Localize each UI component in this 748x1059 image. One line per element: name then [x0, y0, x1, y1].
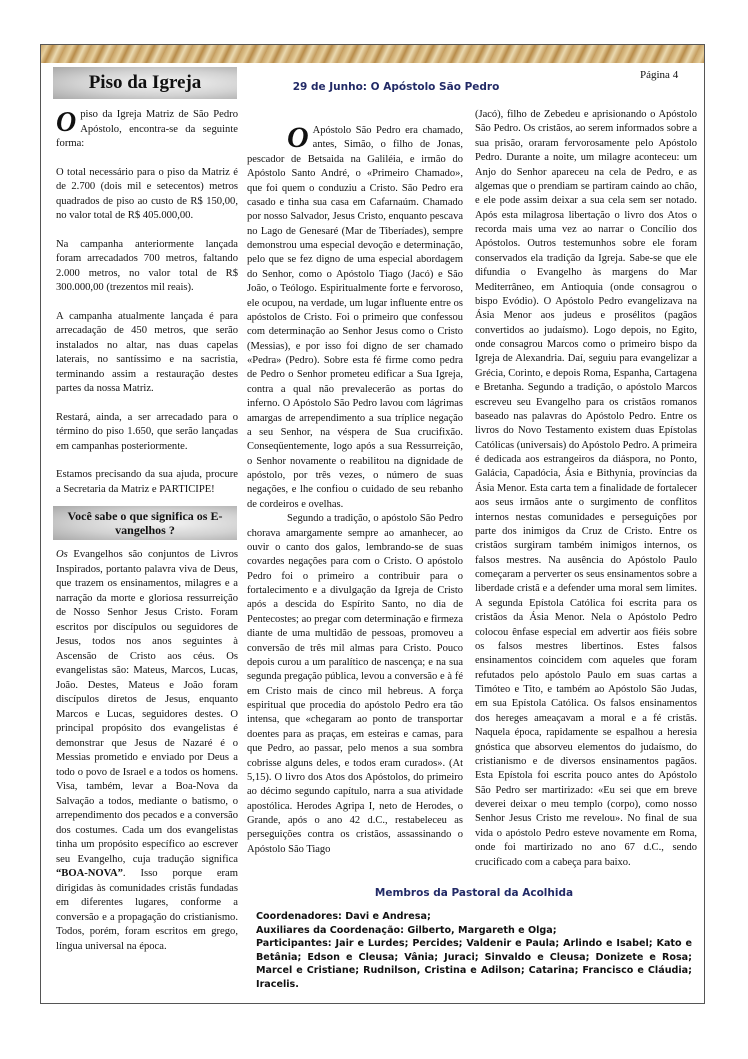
- pastoral-members: [256, 910, 692, 992]
- auxiliaries-value: Gilberto, Margareth e Olga;: [407, 924, 557, 936]
- auxiliaries-label: Auxiliares da Coordenação:: [256, 924, 404, 936]
- article-paragraph-1: [247, 121, 463, 512]
- pastoral-title: Membros da Pastoral da Acolhida: [374, 887, 574, 899]
- decorative-header-band: [41, 45, 704, 63]
- piso-paragraph-2: O total necessário para o piso da Matriz é de 2.700 (dois mil e setecentos) metros quadrados de piso ao custo de R$ 150,00, no valor total de R$ 405.000,00.: [56, 166, 238, 221]
- piso-paragraph-6: Estamos precisando da sua ajuda, procure a Secretaria da Matriz e PARTICIPE!: [56, 469, 238, 495]
- page-number: Página 4: [640, 69, 679, 81]
- piso-intro-text: piso da Igreja Matriz de São Pedro Apóstolo, encontra-se da seguinte forma:: [56, 109, 238, 149]
- participants-value: Jair e Lurdes; Percides; Valdenir e Paula; Arlindo e Isabel; Kato e Betânia; Edson e Cleusa; Vânia; Juraci; Sinvaldo e Cleusa; Donizete e Rosa; Marcel e Cristiane; Rudnilson, Cristina e Adilson; Catarina; Francisco e Cláudia; Iracelis.: [256, 938, 693, 991]
- piso-title-box: [53, 67, 237, 99]
- evangelho-paragraph: [56, 548, 238, 954]
- pastoral-participants: [256, 937, 692, 991]
- participants-label: Participantes:: [256, 938, 332, 950]
- evangelho-emphasis: “BOA-NOVA”: [56, 868, 123, 879]
- pastoral-auxiliaries: [256, 924, 692, 938]
- piso-paragraph-3: Na campanha anteriormente lançada foram arrecadados 700 metros, faltando 2.000 metros, no valor total de R$ 300.000,00 (trezentos mil reais).: [56, 238, 238, 293]
- piso-title: Piso da Igreja: [88, 72, 202, 93]
- piso-intro: [56, 108, 238, 152]
- piso-paragraph-4: A campanha atualmente lançada é para arrecadação de 450 metros, que serão instalados no altar, nas duas capelas laterais, no santíssimo e na sacristia, terminando assim a restauração destes partes da nossa Matriz.: [56, 310, 238, 394]
- evangelho-article: [56, 548, 238, 954]
- coordinators-label: Coordenadores:: [256, 911, 342, 922]
- piso-dropcap: O: [56, 107, 77, 138]
- piso-paragraph-5: Restará, ainda, a ser arrecadado para o término do piso 1.650, que serão lançadas em campanhas posteriormente.: [56, 411, 238, 452]
- pastoral-coordinators: [256, 910, 692, 924]
- article-title: 29 de Junho: O Apóstolo São Pedro: [292, 81, 500, 93]
- article-column-2: [247, 121, 463, 857]
- article-paragraph-2: Segundo a tradição, o apóstolo São Pedro chorava amargamente sempre ao amanhecer, ao ouvir o canto dos galos, lembrando-se de suas covardes negações para com o Cristo. O apóstolo Pedro foi o primeiro a contribuir para o fortalecimento e a divulgação da Igreja de Cristo após a descida do Espírito Santo, no dia de Pentecostes; ao pregar com determinação e firmeza diante de uma multidão de pessoas, promoveu a conversão de três mil almas para Cristo. Pouco depois curou a um paralítico de nascença; e na sua segunda pregação pública, levou a conversão e à fé em Cristo mais de cinco mil hebreus. A força espiritual que procedia do apóstolo Pedro era tão intensa, que «chegaram ao ponto de transportar doentes para as praças, em esteiras e camas, para que Pedro, ao passar, pelo menos a sua sombra cobrisse alguns deles, e todos eram curados». (At 5,15). O livro dos Atos dos Apóstolos, do primeiro ao décimo segundo capítulo, narra a sua atividade apostólica. Herodes Agripa I, neto de Herodes, o Grande, após o ano 42 d.C., restabeleceu as perseguições contra os cristãos, assassinando o Apóstolo São Tiago: [247, 513, 463, 855]
- evangelho-text-b: . Isso porque eram dirigidas às comunidades cristãs fundadas em diferentes lugares, conforme a conversão e a propagação do cristianismo. Todos, porém, foram escritos em grego, língua universal na época.: [56, 868, 238, 952]
- piso-article: [56, 108, 238, 497]
- article-dropcap: O: [287, 121, 309, 154]
- article-paragraph-1-text: Apóstolo São Pedro era chamado, antes, Simão, o filho de Jonas, pescador de Betsaida na Galiléia, e irmão do Apóstolo Santo André, o «Primeiro Chamado», que foi quem o conduziu a Cristo. São Pedro era casado e tinha sua casa em Cafarnaúm. Chamado por nosso Salvador, Jesus Cristo, enquanto pescava no Lago de Genesaré (Mar de Tiberíades), sempre demonstrou uma especial devoção e determinação, pelo que se fez digno de uma especial abordagem do Senhor, como o Apóstolo Tiago (Jacó) e São João, o Teólogo. Espiritualmente forte e fervoroso, ele ocupou, na verdade, um lugar influente entre os apóstolos de Cristo. Foi o primeiro que confessou com determinação ao Senhor Jesus como o Cristo (Messias), e por isso foi digno de ser chamado «Pedra» (Pedro). Sobre esta fé firme como pedra de Pedro o Senhor prometeu edificar a Sua Igreja, contra a qual não prevalecerão as portas do inferno. O Apóstolo São Pedro lavou com lágrimas amargas de arrependimento a sua tríplice negação a seu Senhor, na véspera de Sua crucifixão. Conseqüentemente, logo após a sua Ressurreição, o Senhor novamente o reabilitou na dignidade de apóstolo, por três vezes, o número de suas negações, e lhe confiou o cuidado de seu rebanho de cordeiros e ovelhas.: [247, 125, 463, 510]
- evangelho-text-a: Evangelhos são conjuntos de Livros Inspirados, portanto palavra viva de Deus, que trazem os ensinamentos, milagres e a narração da morte e gloriosa ressurreição de Nosso Senhor Jesus Cristo. Foram escritos por discípulos ou seguidores de Jesus, todos nos anos seguintes à Ascensão de Cristo aos céus. Os evangelistas são: Mateus, Marcos, Lucas, João. Destes, Mateus e João foram discípulos diretos de Jesus, enquanto Marcos e Lucas, seguidores destes. O principal propósito dos evangelistas é demonstrar que Jesus de Nazaré é o Messias prometido e enviado por Deus a todo o povo de Israel e a todos os homens. Visa, também, levar a Boa-Nova da Salvação a todos, mediante o batismo, o arrependimento dos pecados e a conversão dos costumes. Cada um dos evangelistas tinha um propósito específico ao escrever seu Evangelho, cuja tradução significa: [56, 549, 238, 865]
- article-paragraph-3: (Jacó), filho de Zebedeu e aprisionando o Apóstolo São Pedro. Os cristãos, ao serem informados sobre a sua prisão, oraram fervorosamente pelo Apóstolo Pedro. Durante a noite, um milagre aconteceu: um Anjo do Senhor apareceu na cela de Pedro, e as algemas que o prendiam se partiram caindo ao chão, e ele pode assim deixar a sua cela sem ser notado. Após esta milagrosa libertação o livro dos Atos o recorda mais uma vez ao narrar o Concílio dos Apóstolos. Outros testemunhos sobre ele foram conservados ela tradição da Igreja. Sabe-se que ele difundia o Evangelho às margens do Mar Mediterrâneo, em Antioquia (onde consagrou o bispo Evódio). O Apóstolo Pedro evangelizava na Ásia Menor aos judeus e prosélitos (pagãos convertidos ao judaísmo). Logo depois, no Egito, onde consagrou Marcos como o primeiro bispo da Igreja de Alexandria. Daí, seguiu para evangelizar a Grécia, Corinto, e depois Roma, Espanha, Cartagena e Bretanha. Segundo a tradição, o apóstolo Marcos escreveu seu Evangelho para os cristãos romanos baseado nas palavras do Apóstolo Pedro. Entre os livros do Novo Testamento existem duas Epístolas Católicas (universais) do Apóstolo Pedro. A primeira é dedicada aos estrangeiros da diáspora, no Ponto, Galácia, Capadócia, Ásia e Bithynia, províncias da Ásia Menor. Esta carta tem a finalidade de fortalecer aos seus irmãos ante o surgimento de conflitos internos nestas comunidades e perseguições por parte dos inimigos da Cruz de Cristo. Entre os cristãos surgiram também inimigos internos, os falsos mestres. Na ausência do Apóstolo Paulo começaram a perverter os seus ensinamentos sobre a liberdade cristã e a defender uma moral sem limites. A segunda Epístola Católica foi escrita para os cristãos da Ásia Menor. Nela o Apóstolo Pedro colocou ênfase especial em advertir aos fiéis sobre os falsos mestres libertinos. Estes falsos ensinamentos coincidem com aqueles que foram refutados pelo apóstolo Paulo em suas cartas a Timóteo e Tito, e também ao Apóstolo São Judas, em sua Epístola Católica. Os falsos ensinamentos dos hereges ameaçavam a moral e a fé cristãs. Naquela época, rapidamente se espalhou a heresia gnóstica que absorveu elementos do judaísmo, do cristianismo e de diversos ensinamentos pagãos. Esta Epístola foi escrita pouco antes do Apóstolo São Pedro ser martirizado: «Eu sei que em breve deverei deixar o meu templo (corpo), como nosso Senhor Jesus Cristo me revelou». No final de sua vida o apóstolo Pedro esteve novamente em Roma, onde foi martirizado no ano 67 d.C., sendo crucificado com a cabeça para baixo.: [475, 109, 697, 868]
- evangelho-dropcap: Os: [56, 549, 68, 560]
- article-column-3: [475, 108, 697, 870]
- coordinators-value: Davi e Andresa;: [345, 911, 431, 922]
- evangelho-title: Você sabe o que significa os E-vangelhos ?: [67, 508, 223, 537]
- evangelho-title-box: [53, 506, 237, 540]
